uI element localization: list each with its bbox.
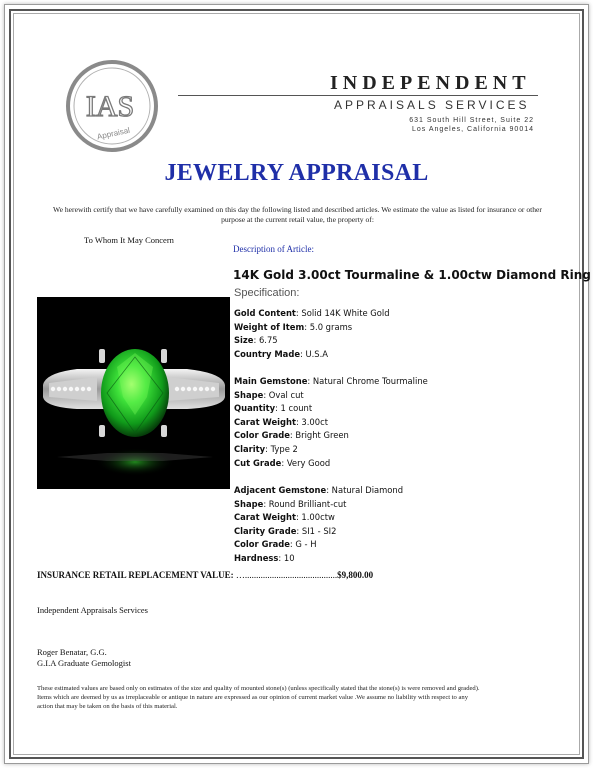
detail-row: Weight of Item: 5.0 grams — [234, 321, 353, 332]
company-subtitle: APPRAISALS SERVICES — [334, 98, 530, 112]
detail-row: Adjacent Gemstone: Natural Diamond — [234, 485, 404, 495]
detail-row: Hardness: 10 — [234, 552, 295, 563]
detail-row: Gold Content: Solid 14K White Gold — [234, 308, 390, 318]
detail-row: Country Made: U.S.A — [234, 348, 328, 359]
insurance-dots: …......................................... — [233, 570, 338, 580]
detail-row: Shape: Round Brilliant-cut — [234, 498, 347, 509]
detail-row: Clarity Grade: SI1 - SI2 — [234, 525, 337, 536]
item-title: 14K Gold 3.00ct Tourmaline & 1.00ctw Diamond Ring — [233, 268, 591, 282]
detail-row: Color Grade: Bright Green — [234, 430, 349, 441]
metal-details — [234, 307, 390, 361]
logo-text: IAS — [85, 90, 135, 123]
specification-label: Specification: — [234, 287, 300, 299]
detail-row: Cut Grade: Very Good — [234, 457, 331, 468]
detail-row: Quantity: 1 count — [234, 403, 313, 414]
logo-sub-text: Appraisal — [96, 125, 131, 142]
detail-row: Carat Weight: 1.00ctw — [234, 512, 335, 523]
insurance-value: $9,800.00 — [337, 570, 374, 580]
detail-row: Color Grade: G - H — [234, 539, 317, 550]
appraiser-title: G.I.A Graduate Gemologist — [37, 658, 131, 668]
recipient: To Whom It May Concern — [84, 235, 174, 245]
certification-text: We herewith certify that we have carefully examined on this day the following listed and described articles. We estimate the value as listed for insurance or other purpose at the current retail value, the property of: — [53, 205, 542, 224]
insurance-value-line — [37, 570, 373, 580]
detail-row: Main Gemstone: Natural Chrome Tourmaline — [234, 376, 428, 386]
company-footer: Independent Appraisals Services — [37, 605, 148, 615]
detail-row: Carat Weight: 3.00ct — [234, 416, 328, 427]
detail-row: Size: 6.75 — [234, 335, 278, 346]
appraiser-name: Roger Benatar, G.G. — [37, 647, 107, 657]
main-gemstone-details — [234, 375, 428, 470]
insurance-label: INSURANCE RETAIL REPLACEMENT VALUE: — [37, 570, 234, 580]
appraiser-block — [37, 647, 131, 669]
ias-logo — [64, 58, 160, 154]
document-title: JEWELRY APPRAISAL — [164, 160, 429, 186]
address-line-1: 631 South Hill Street, Suite 22 — [409, 117, 534, 124]
company-name: INDEPENDENT — [330, 72, 531, 94]
detail-row: Clarity: Type 2 — [234, 443, 298, 454]
description-label: Description of Article: — [233, 244, 314, 254]
header-rule — [178, 95, 538, 96]
adjacent-gemstone-details — [234, 484, 403, 566]
ring-photo — [37, 297, 230, 489]
detail-row: Shape: Oval cut — [234, 389, 304, 400]
address-line-2: Los Angeles, California 90014 — [411, 126, 534, 133]
disclaimer: These estimated values are based only on estimates of the size and quality of mounted stone(s) (unless specifically stated that the stone(s) is were removed and graded). Items which are deemed by us as irreplaceable or antique in nature are expressed as our opinion of current market value .We assume no liability with respect to any action that may be taken on the basis of this material. — [37, 685, 480, 710]
